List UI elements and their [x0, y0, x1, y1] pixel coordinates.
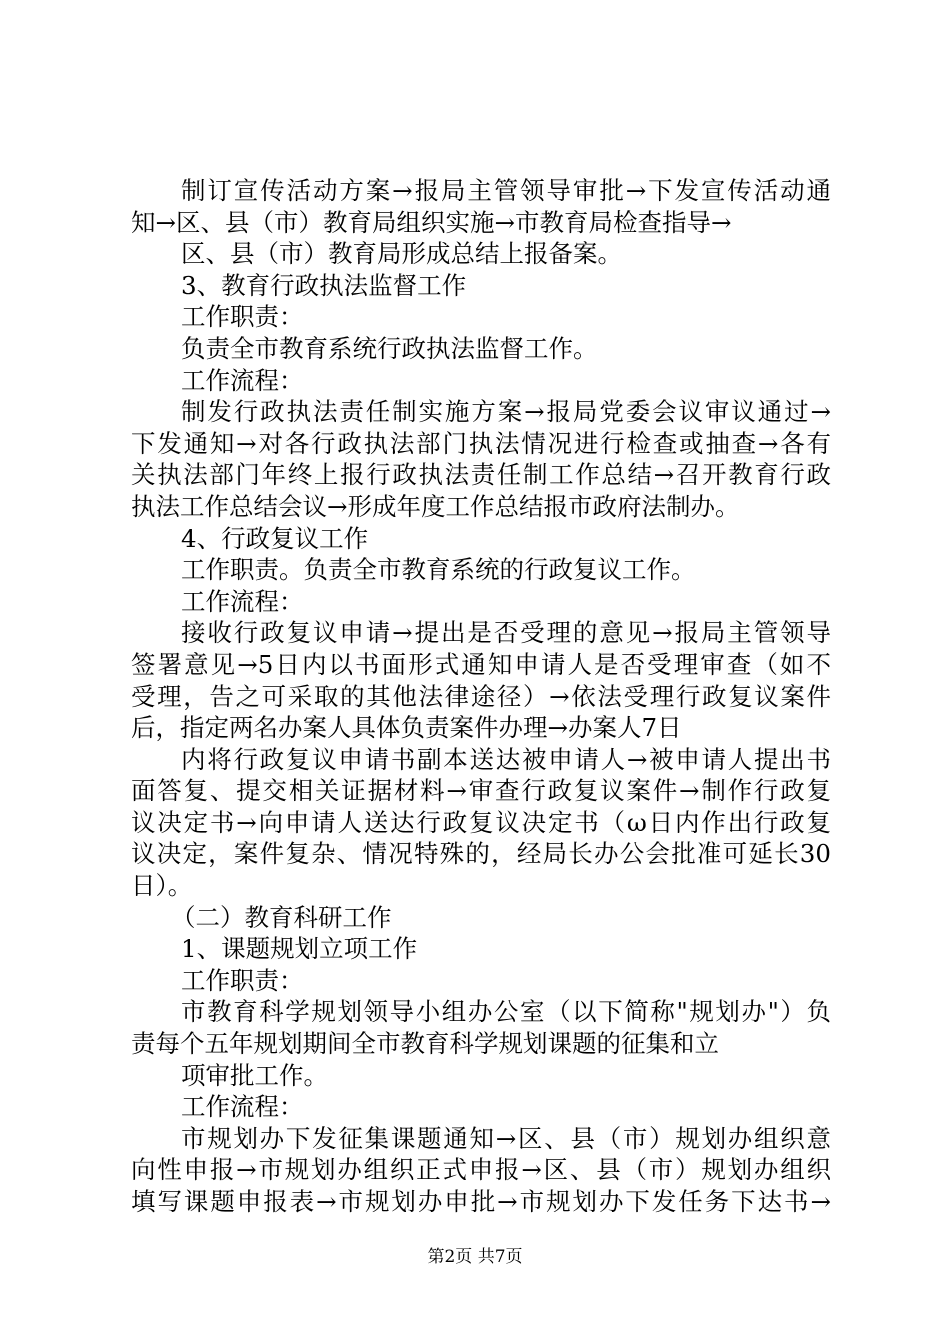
text-line: 受理，告之可采取的其他法律途径）→依法受理行政复议案件 [131, 681, 831, 711]
text-line: 工作职责： [181, 965, 304, 995]
text-line: 4、行政复议工作 [181, 523, 369, 553]
text-line: 内将行政复议申请书副本送达被申请人→被申请人提出书 [181, 744, 831, 774]
text-line: 议决定书→向申请人送达行政复议决定书（ω日内作出行政复 [131, 807, 831, 837]
text-line: 议决定，案件复杂、情况特殊的，经局长办公会批准可延长30 [131, 839, 831, 869]
text-line: 3、教育行政执法监督工作 [181, 270, 467, 300]
text-line: 后，指定两名办案人具体负责案件办理→办案人7日 [131, 713, 682, 743]
text-line: 1、课题规划立项工作 [181, 934, 418, 964]
text-line: 区、县（市）教育局形成总结上报备案。 [181, 239, 622, 269]
text-line: 向性申报→市规划办组织正式申报→区、县（市）规划办组织 [131, 1155, 831, 1185]
text-line: 工作流程： [181, 365, 304, 395]
text-line: 工作职责： [181, 302, 304, 332]
text-line: 市规划办下发征集课题通知→区、县（市）规划办组织意 [181, 1123, 831, 1153]
text-line: 面答复、提交相关证据材料→审查行政复议案件→制作行政复 [131, 776, 831, 806]
text-line: 市教育科学规划领导小组办公室（以下简称"规划办"）负 [181, 997, 831, 1027]
page-footer [0, 1246, 950, 1268]
text-line: 关执法部门年终上报行政执法责任制工作总结→召开教育行政 [131, 460, 831, 490]
text-line: 工作流程： [181, 586, 304, 616]
text-line: 制发行政执法责任制实施方案→报局党委会议审议通过→ [181, 397, 831, 427]
page-number: 第2页 共7页 [427, 1247, 523, 1267]
text-line: 制订宣传活动方案→报局主管领导审批→下发宣传活动通 [181, 176, 831, 205]
document-body [131, 175, 831, 1218]
text-line: 填写课题申报表→市规划办申批→市规划办下发任务下达书→ [131, 1187, 831, 1216]
text-line: 下发通知→对各行政执法部门执法情况进行检查或抽查→各有 [131, 428, 831, 458]
text-line: 执法工作总结会议→形成年度工作总结报市政府法制办。 [131, 491, 740, 521]
text-line: 日）。 [131, 871, 193, 901]
text-line: （二）教育科研工作 [171, 902, 392, 932]
text-line: 工作流程： [181, 1092, 304, 1122]
text-line: 工作职责。负责全市教育系统的行政复议工作。 [181, 555, 696, 585]
text-line: 签署意见→5日内以书面形式通知申请人是否受理审查（如不 [131, 649, 831, 679]
text-line: 责每个五年规划期间全市教育科学规划课题的征集和立 [131, 1029, 719, 1059]
text-line: 接收行政复议申请→提出是否受理的意见→报局主管领导 [181, 618, 831, 648]
text-line: 项审批工作。 [181, 1060, 328, 1090]
text-line: 知→区、县（市）教育局组织实施→市教育局检查指导→ [131, 207, 732, 237]
text-line: 负责全市教育系统行政执法监督工作。 [181, 333, 598, 363]
